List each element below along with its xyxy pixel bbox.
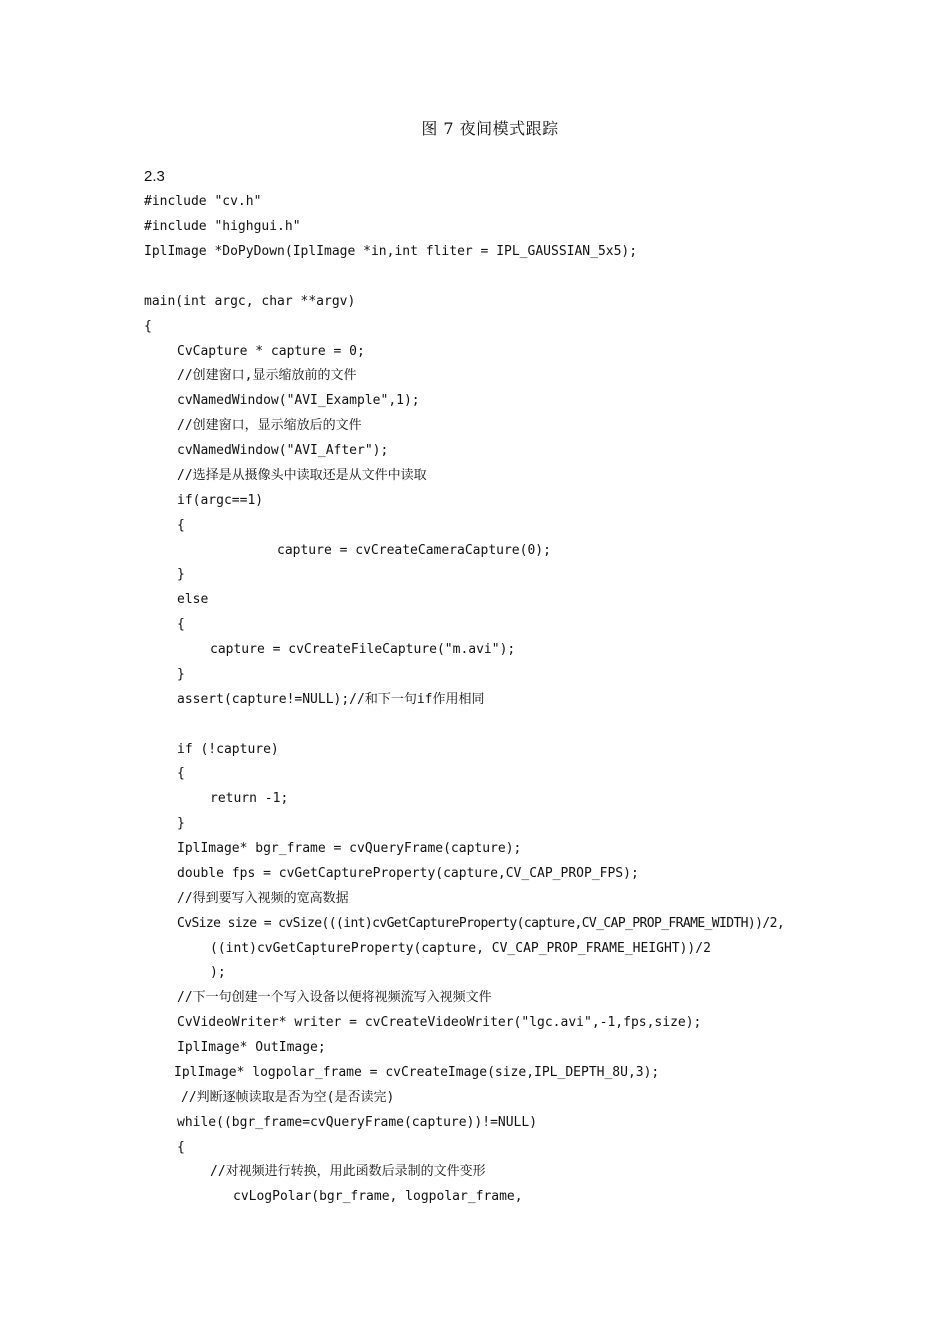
code-line: { bbox=[144, 319, 152, 334]
code-line: capture = cvCreateFileCapture("m.avi"); bbox=[210, 642, 516, 657]
code-line: IplImage* OutImage; bbox=[177, 1040, 326, 1055]
code-line: return -1; bbox=[210, 791, 289, 806]
code-line: } bbox=[177, 816, 185, 831]
code-line: { bbox=[177, 766, 185, 781]
code-comment: //下一句创建一个写入设备以便将视频流写入视频文件 bbox=[177, 990, 492, 1005]
code-line: CvVideoWriter* writer = cvCreateVideoWriter("lgc.avi",-1,fps,size); bbox=[177, 1015, 702, 1030]
code-line: double fps = cvGetCaptureProperty(capture,CV_CAP_PROP_FPS); bbox=[177, 866, 639, 881]
code-line: main(int argc, char **argv) bbox=[144, 294, 356, 309]
code-line: if (!capture) bbox=[177, 742, 279, 757]
code-comment: //创建窗口，显示缩放后的文件 bbox=[177, 418, 362, 433]
code-line: CvSize size = cvSize(((int)cvGetCaptureProperty(capture,CV_CAP_PROP_FRAME_WIDTH))/2, bbox=[177, 916, 785, 931]
code-line: } bbox=[177, 567, 185, 582]
code-line: #include "cv.h" bbox=[144, 194, 262, 209]
code-line: IplImage *DoPyDown(IplImage *in,int fliter = IPL_GAUSSIAN_5x5); bbox=[144, 244, 638, 259]
code-line: { bbox=[177, 617, 185, 632]
code-comment: //对视频进行转换，用此函数后录制的文件变形 bbox=[210, 1164, 486, 1179]
code-line: IplImage* bgr_frame = cvQueryFrame(capture); bbox=[177, 841, 522, 856]
code-comment: //判断逐帧读取是否为空(是否读完) bbox=[181, 1090, 395, 1105]
code-comment: //创建窗口,显示缩放前的文件 bbox=[177, 368, 357, 383]
code-comment: //得到要写入视频的宽高数据 bbox=[177, 891, 349, 906]
code-line: else bbox=[177, 592, 209, 607]
code-line: ); bbox=[210, 965, 226, 980]
code-comment: //选择是从摄像头中读取还是从文件中读取 bbox=[177, 468, 427, 483]
code-line: assert(capture!=NULL);//和下一句if作用相同 bbox=[177, 692, 485, 707]
code-line: } bbox=[177, 667, 185, 682]
code-line: ((int)cvGetCaptureProperty(capture, CV_CAP_PROP_FRAME_HEIGHT))/2 bbox=[210, 941, 711, 956]
code-line: while((bgr_frame=cvQueryFrame(capture))!=NULL) bbox=[177, 1115, 538, 1130]
code-line: cvLogPolar(bgr_frame, logpolar_frame, bbox=[233, 1189, 523, 1204]
code-line: { bbox=[177, 1140, 185, 1155]
code-line: #include "highgui.h" bbox=[144, 219, 301, 234]
figure-caption: 图 7 夜间模式跟踪 bbox=[421, 119, 559, 138]
code-line: cvNamedWindow("AVI_After"); bbox=[177, 443, 389, 458]
code-line: if(argc==1) bbox=[177, 493, 264, 508]
section-number: 2.3 bbox=[144, 168, 165, 185]
code-line: { bbox=[177, 518, 185, 533]
code-line: cvNamedWindow("AVI_Example",1); bbox=[177, 393, 420, 408]
code-line: IplImage* logpolar_frame = cvCreateImage(size,IPL_DEPTH_8U,3); bbox=[174, 1065, 660, 1080]
code-line: CvCapture * capture = 0; bbox=[177, 344, 365, 359]
code-line: capture = cvCreateCameraCapture(0); bbox=[277, 543, 551, 558]
